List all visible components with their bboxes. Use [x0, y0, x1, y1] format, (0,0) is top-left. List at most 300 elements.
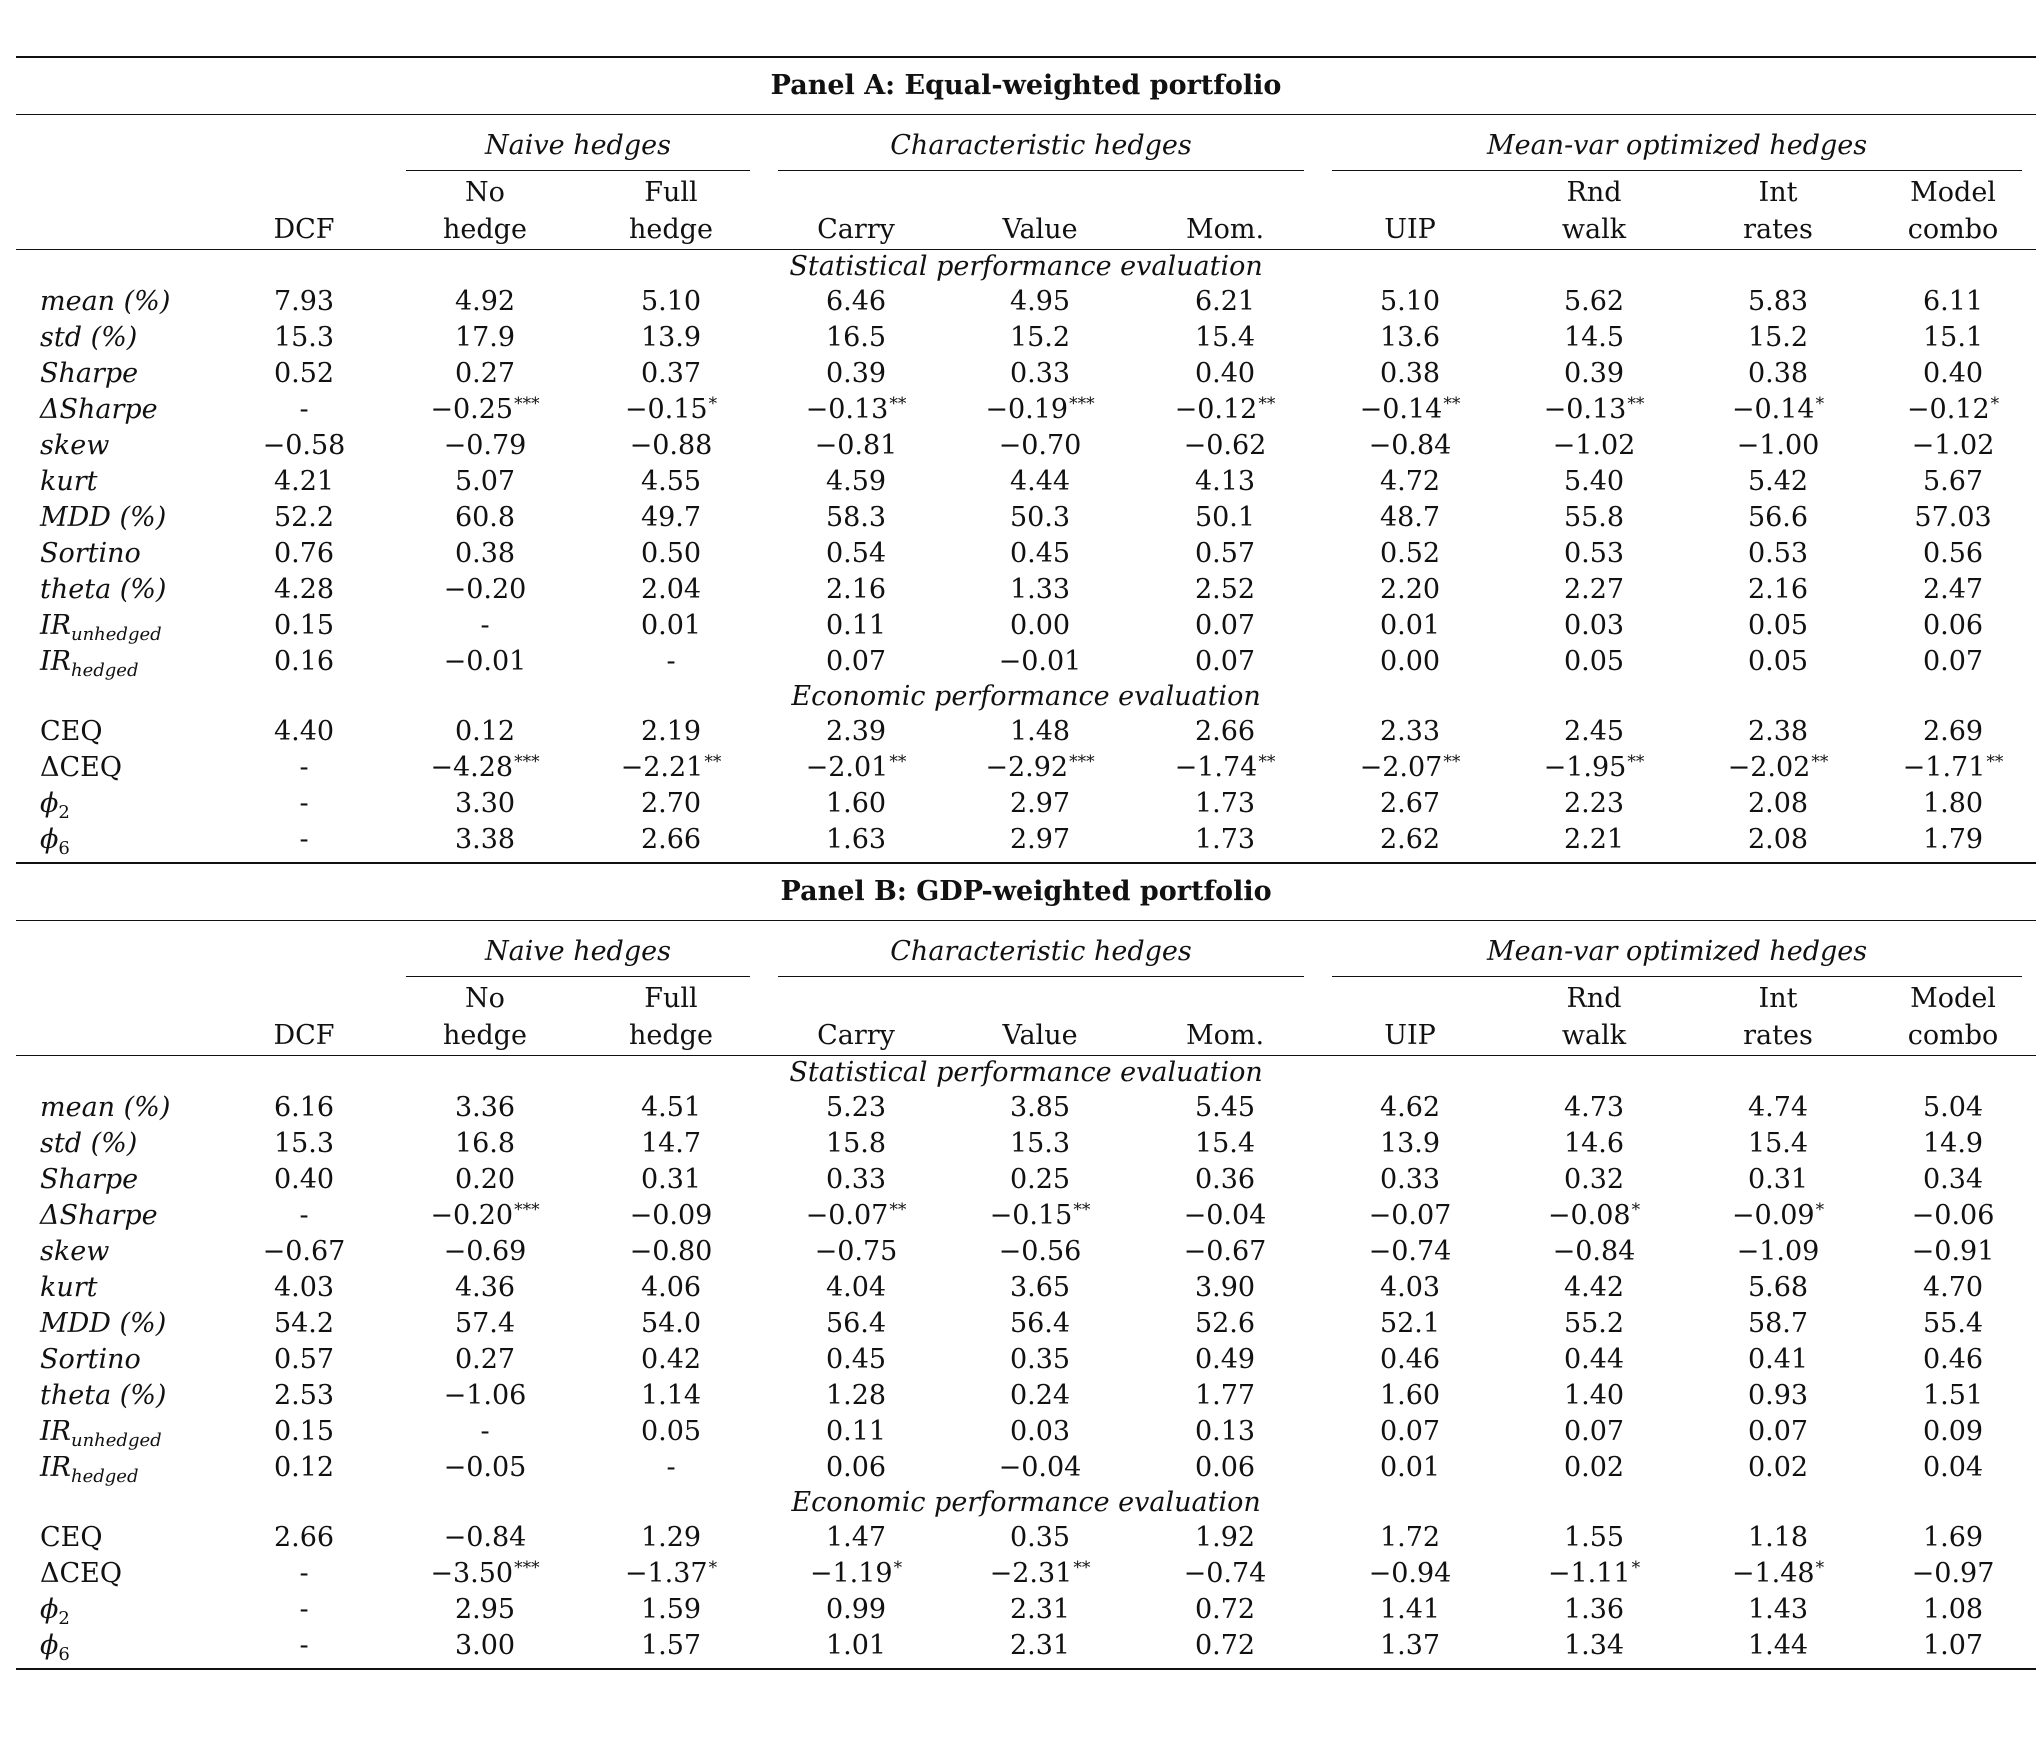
table-row — [16, 1520, 2036, 1556]
table-cell: 0.37 — [640, 358, 702, 389]
table-cell: −0.19*** — [985, 394, 1095, 425]
row-label: theta (%) — [40, 574, 167, 605]
table-cell: −0.67 — [262, 1236, 346, 1267]
group-spacer — [16, 921, 216, 978]
significance-marker: ** — [1073, 1200, 1091, 1220]
table-cell: 0.45 — [825, 1344, 887, 1375]
table-cell: 0.27 — [454, 358, 516, 389]
panel-title-row — [16, 863, 2036, 921]
table-cell: 56.4 — [825, 1308, 887, 1339]
table-cell: - — [480, 1416, 490, 1447]
table-cell: 2.47 — [1922, 574, 1984, 605]
table-cell: 0.07 — [1747, 1416, 1809, 1447]
table-cell: 0.00 — [1009, 610, 1071, 641]
header-spacer — [16, 1017, 216, 1056]
table-cell: 2.52 — [1194, 574, 1256, 605]
table-cell: 4.21 — [273, 466, 335, 497]
table-cell: - — [299, 394, 309, 425]
table-row — [16, 1378, 2036, 1414]
table-cell: 0.46 — [1379, 1344, 1441, 1375]
table-cell: 0.57 — [1194, 538, 1256, 569]
significance-marker: *** — [1069, 394, 1095, 414]
table-cell: −1.48* — [1731, 1558, 1825, 1589]
table-cell: 52.6 — [1194, 1308, 1256, 1339]
significance-marker: ** — [889, 752, 907, 772]
row-label: Sharpe — [40, 1164, 139, 1195]
significance-marker: ** — [1627, 752, 1645, 772]
table-cell: 4.04 — [825, 1272, 887, 1303]
row-label: MDD (%) — [40, 502, 167, 533]
table-cell: 1.44 — [1686, 1628, 1870, 1669]
group-naive — [392, 921, 764, 978]
table-cell: 4.13 — [1194, 466, 1256, 497]
table-cell: −3.50*** — [430, 1558, 540, 1589]
table-cell: 48.7 — [1379, 502, 1441, 533]
table-cell: 54.0 — [640, 1308, 702, 1339]
table-cell: 14.7 — [640, 1128, 702, 1159]
significance-marker: ** — [1986, 752, 2004, 772]
table-cell: −0.15* — [624, 394, 718, 425]
table-cell: 50.3 — [1009, 502, 1071, 533]
table-cell: −0.14* — [1731, 394, 1825, 425]
significance-marker: * — [1815, 394, 1825, 414]
table-cell: 4.59 — [825, 466, 887, 497]
table-cell: 2.04 — [640, 574, 702, 605]
group-header-row — [16, 115, 2036, 172]
table-cell: −0.08* — [1547, 1200, 1641, 1231]
row-label: kurt — [40, 1272, 98, 1303]
column-header-top: Full — [644, 177, 698, 208]
table-cell: 4.72 — [1379, 466, 1441, 497]
panel-title: Panel B: GDP-weighted portfolio — [16, 863, 2036, 921]
table-row — [16, 572, 2036, 608]
table-cell: 55.8 — [1563, 502, 1625, 533]
table-cell: 1.34 — [1502, 1628, 1686, 1669]
section-label: Statistical performance evaluation — [789, 1057, 1263, 1088]
column-header-top: Model — [1910, 983, 1996, 1014]
table-cell: 0.33 — [1009, 358, 1071, 389]
table-cell: 1.43 — [1747, 1594, 1809, 1625]
table-cell: 13.9 — [1379, 1128, 1441, 1159]
table-row — [16, 1234, 2036, 1270]
table-cell: 0.35 — [1009, 1344, 1071, 1375]
table-cell: 0.04 — [1922, 1452, 1984, 1483]
column-header-top: Rnd — [1566, 177, 1622, 208]
table-cell: −1.19* — [809, 1558, 903, 1589]
table-row — [16, 1270, 2036, 1306]
column-header-top — [948, 171, 1132, 211]
column-header: combo — [1870, 1017, 2036, 1056]
significance-marker: * — [1815, 1200, 1825, 1220]
group-label-meanvar: Mean-var optimized hedges — [1332, 122, 2022, 171]
column-header-top — [1132, 171, 1318, 211]
table-cell: 15.3 — [1009, 1128, 1071, 1159]
table-cell: 1.47 — [825, 1522, 887, 1553]
row-label: ΔSharpe — [40, 394, 158, 425]
table-cell: −2.02** — [1727, 752, 1829, 783]
table-cell: 15.1 — [1922, 322, 1984, 353]
table-cell: −1.00 — [1736, 430, 1820, 461]
table-cell: 0.01 — [1379, 610, 1441, 641]
table-cell: 0.15 — [273, 1416, 335, 1447]
table-row — [16, 500, 2036, 536]
table-cell: 1.73 — [1132, 822, 1318, 863]
column-header-top — [216, 977, 392, 1017]
row-label: $\phi_2$ — [40, 788, 70, 823]
table-row — [16, 1628, 2036, 1669]
table-cell: 0.03 — [1009, 1416, 1071, 1447]
table-cell: - — [480, 610, 490, 641]
table-cell: −0.70 — [998, 430, 1082, 461]
table-cell: 2.33 — [1379, 716, 1441, 747]
table-cell: 0.05 — [1563, 646, 1625, 677]
table-cell: 2.27 — [1563, 574, 1625, 605]
table-cell: 1.28 — [825, 1380, 887, 1411]
table-cell: 4.03 — [1379, 1272, 1441, 1303]
results-table — [16, 56, 2036, 1670]
table-cell: 1.33 — [1009, 574, 1071, 605]
table-cell: 0.40 — [1922, 358, 1984, 389]
table-cell: −0.09* — [1731, 1200, 1825, 1231]
table-cell: 17.9 — [454, 322, 516, 353]
table-row — [16, 822, 2036, 863]
table-cell: 15.4 — [1194, 322, 1256, 353]
table-cell: 1.79 — [1870, 822, 2036, 863]
table-cell: 2.62 — [1318, 822, 1502, 863]
table-cell: 2.95 — [454, 1594, 516, 1625]
row-label: $IR_{unhedged}$ — [40, 610, 162, 645]
table-cell: −0.84 — [1552, 1236, 1636, 1267]
table-cell: −2.92*** — [985, 752, 1095, 783]
table-cell: 16.5 — [825, 322, 887, 353]
table-cell: 5.23 — [825, 1092, 887, 1123]
table-cell: −0.97 — [1911, 1558, 1995, 1589]
table-cell: - — [299, 788, 309, 819]
table-cell: 1.57 — [578, 1628, 764, 1669]
table-cell: 0.27 — [454, 1344, 516, 1375]
table-cell: 0.52 — [273, 358, 335, 389]
table-cell: 0.56 — [1922, 538, 1984, 569]
significance-marker: ** — [1258, 394, 1276, 414]
table-cell: 7.93 — [273, 286, 335, 317]
row-label: $\phi_6$ — [16, 1628, 216, 1669]
table-cell: 0.34 — [1922, 1164, 1984, 1195]
table-cell: 4.36 — [454, 1272, 516, 1303]
table-cell: 1.07 — [1870, 1628, 2036, 1669]
section-row — [16, 1486, 2036, 1520]
table-cell: 3.36 — [454, 1092, 516, 1123]
table-cell: −0.88 — [629, 430, 713, 461]
table-cell: −0.04 — [1183, 1200, 1267, 1231]
table-cell: 0.11 — [825, 610, 887, 641]
table-cell: 2.53 — [273, 1380, 335, 1411]
group-meanvar — [1318, 921, 2036, 978]
table-cell: −0.91 — [1911, 1236, 1995, 1267]
column-header: hedge — [392, 211, 578, 250]
column-header-top: No — [465, 983, 505, 1014]
table-cell: 1.29 — [640, 1522, 702, 1553]
table-cell: - — [299, 752, 309, 783]
significance-marker: ** — [1258, 752, 1276, 772]
table-cell: 2.97 — [1009, 788, 1071, 819]
column-header: walk — [1502, 211, 1686, 250]
significance-marker: ** — [889, 1200, 907, 1220]
table-cell: 2.16 — [825, 574, 887, 605]
row-label: $IR_{hedged}$ — [40, 1452, 139, 1487]
section-label: Economic performance evaluation — [791, 1487, 1261, 1518]
table-cell: −2.01** — [805, 752, 907, 783]
section-row — [16, 1056, 2036, 1091]
row-label: Sortino — [40, 538, 141, 569]
table-cell: 15.4 — [1194, 1128, 1256, 1159]
significance-marker: *** — [514, 1200, 540, 1220]
table-cell: 50.1 — [1194, 502, 1256, 533]
row-label: CEQ — [40, 716, 103, 747]
table-cell: 0.50 — [640, 538, 702, 569]
table-cell: −0.56 — [998, 1236, 1082, 1267]
group-naive — [392, 115, 764, 172]
table-row — [16, 608, 2036, 644]
table-cell: 0.05 — [1747, 646, 1809, 677]
table-cell: 16.8 — [454, 1128, 516, 1159]
table-cell: 0.07 — [1922, 646, 1984, 677]
row-label-subscript: 2 — [58, 1608, 70, 1629]
column-header: Value — [948, 1017, 1132, 1056]
table-cell: −1.06 — [443, 1380, 527, 1411]
table-cell: 2.19 — [640, 716, 702, 747]
group-meanvar — [1318, 115, 2036, 172]
table-cell: 0.36 — [1194, 1164, 1256, 1195]
table-cell: 3.65 — [1009, 1272, 1071, 1303]
table-cell: 0.06 — [825, 1452, 887, 1483]
table-cell: 1.77 — [1194, 1380, 1256, 1411]
table-cell: 4.42 — [1563, 1272, 1625, 1303]
row-label: $\phi_2$ — [40, 1594, 70, 1629]
table-cell: 0.40 — [273, 1164, 335, 1195]
column-header: hedge — [578, 211, 764, 250]
table-row — [16, 1198, 2036, 1234]
column-header-top — [764, 977, 948, 1017]
table-cell: −0.06 — [1911, 1200, 1995, 1231]
table-cell: 0.02 — [1563, 1452, 1625, 1483]
table-cell: 0.35 — [1009, 1522, 1071, 1553]
table-cell: 1.48 — [1009, 716, 1071, 747]
column-header: Mom. — [1132, 1017, 1318, 1056]
table-cell: 49.7 — [640, 502, 702, 533]
table-cell: 5.04 — [1922, 1092, 1984, 1123]
table-cell: 56.6 — [1747, 502, 1809, 533]
table-cell: 0.15 — [273, 610, 335, 641]
table-cell: 5.10 — [640, 286, 702, 317]
table-cell: −0.58 — [262, 430, 346, 461]
table-cell: −0.80 — [629, 1236, 713, 1267]
table-cell: 4.95 — [1009, 286, 1071, 317]
table-cell: −0.94 — [1368, 1558, 1452, 1589]
table-cell: −0.84 — [1368, 430, 1452, 461]
row-label-subscript: 2 — [58, 802, 70, 823]
table-cell: −0.01 — [443, 646, 527, 677]
column-header-top: Rnd — [1566, 983, 1622, 1014]
table-cell: 0.76 — [273, 538, 335, 569]
section-label: Statistical performance evaluation — [789, 251, 1263, 282]
table-cell: −0.07** — [805, 1200, 907, 1231]
column-header: Carry — [764, 1017, 948, 1056]
table-cell: 52.1 — [1379, 1308, 1441, 1339]
table-cell: 6.46 — [825, 286, 887, 317]
column-header-top: No — [465, 177, 505, 208]
table-cell: 57.03 — [1914, 502, 1992, 533]
group-spacer — [216, 115, 392, 172]
table-cell: 2.31 — [948, 1628, 1132, 1669]
row-label: CEQ — [40, 1522, 103, 1553]
column-header: rates — [1686, 211, 1870, 250]
table-cell: −0.07 — [1368, 1200, 1452, 1231]
table-cell: 2.66 — [273, 1522, 335, 1553]
table-cell: 3.90 — [1194, 1272, 1256, 1303]
table-cell: −4.28*** — [430, 752, 540, 783]
table-cell: 0.57 — [273, 1344, 335, 1375]
significance-marker: ** — [1443, 752, 1461, 772]
row-label: ΔCEQ — [40, 1558, 123, 1589]
table-cell: −1.95** — [1543, 752, 1645, 783]
table-row — [16, 320, 2036, 356]
significance-marker: *** — [1069, 752, 1095, 772]
table-cell: 6.16 — [273, 1092, 335, 1123]
column-header: rates — [1686, 1017, 1870, 1056]
row-label: mean (%) — [40, 286, 171, 317]
table-cell: −1.09 — [1736, 1236, 1820, 1267]
table-cell: 0.41 — [1747, 1344, 1809, 1375]
row-label-subscript: 6 — [58, 838, 70, 859]
table-cell: 58.3 — [825, 502, 887, 533]
section-row — [16, 250, 2036, 285]
table-cell: 0.53 — [1747, 538, 1809, 569]
table-cell: 2.31 — [1009, 1594, 1071, 1625]
table-cell: 4.92 — [454, 286, 516, 317]
table-cell: −0.79 — [443, 430, 527, 461]
table-cell: 0.03 — [1563, 610, 1625, 641]
table-cell: 0.02 — [1747, 1452, 1809, 1483]
table-cell: 5.68 — [1747, 1272, 1809, 1303]
row-label: $\phi_6$ — [16, 822, 216, 863]
table-cell: 0.72 — [1132, 1628, 1318, 1669]
table-row — [16, 644, 2036, 680]
significance-marker: ** — [1627, 394, 1645, 414]
group-label-meanvar: Mean-var optimized hedges — [1332, 928, 2022, 977]
table-cell: 1.08 — [1922, 1594, 1984, 1625]
header-spacer — [16, 171, 216, 211]
row-label: $IR_{hedged}$ — [40, 646, 139, 681]
table-cell: 2.16 — [1747, 574, 1809, 605]
significance-marker: * — [708, 1558, 718, 1578]
column-header: Value — [948, 211, 1132, 250]
table-cell: - — [299, 1594, 309, 1625]
table-cell: 0.44 — [1563, 1344, 1625, 1375]
table-cell: - — [216, 822, 392, 863]
table-cell: 0.07 — [825, 646, 887, 677]
significance-marker: * — [893, 1558, 903, 1578]
row-label-subscript: 6 — [58, 1644, 70, 1665]
table-cell: 3.85 — [1009, 1092, 1071, 1123]
table-cell: 0.13 — [1194, 1416, 1256, 1447]
table-cell: 4.74 — [1747, 1092, 1809, 1123]
table-cell: 0.52 — [1379, 538, 1441, 569]
row-label: $IR_{unhedged}$ — [40, 1416, 162, 1451]
table-cell: 2.69 — [1922, 716, 1984, 747]
column-header: DCF — [216, 1017, 392, 1056]
section-row — [16, 680, 2036, 714]
table-cell: 5.10 — [1379, 286, 1441, 317]
table-cell: 2.45 — [1563, 716, 1625, 747]
column-header-top — [948, 977, 1132, 1017]
column-header-top — [1318, 171, 1502, 211]
table-cell: 0.99 — [825, 1594, 887, 1625]
table-cell: 55.4 — [1922, 1308, 1984, 1339]
row-label-subscript: hedged — [71, 1466, 139, 1487]
table-cell: 0.07 — [1194, 646, 1256, 677]
column-header-row-top — [16, 171, 2036, 211]
row-label: MDD (%) — [40, 1308, 167, 1339]
table-cell: 0.72 — [1194, 1594, 1256, 1625]
table-cell: 56.4 — [1009, 1308, 1071, 1339]
row-label-subscript: unhedged — [71, 1430, 162, 1451]
table-cell: 4.70 — [1922, 1272, 1984, 1303]
table-cell: 0.40 — [1194, 358, 1256, 389]
table-cell: 1.69 — [1922, 1522, 1984, 1553]
significance-marker: ** — [1811, 752, 1829, 772]
significance-marker: * — [708, 394, 718, 414]
table-cell: 0.05 — [1747, 610, 1809, 641]
table-cell: 0.01 — [640, 610, 702, 641]
row-label: Sortino — [40, 1344, 141, 1375]
table-cell: 0.49 — [1194, 1344, 1256, 1375]
table-cell: 0.45 — [1009, 538, 1071, 569]
column-header: DCF — [216, 211, 392, 250]
table-cell: 1.60 — [1379, 1380, 1441, 1411]
table-cell: 2.08 — [1747, 788, 1809, 819]
table-row — [16, 1556, 2036, 1592]
table-cell: 0.16 — [273, 646, 335, 677]
group-header-row — [16, 921, 2036, 978]
group-label-characteristic: Characteristic hedges — [778, 122, 1304, 171]
table-cell: 2.66 — [1194, 716, 1256, 747]
table-cell: 1.59 — [640, 1594, 702, 1625]
table-cell: 2.21 — [1502, 822, 1686, 863]
column-header: hedge — [578, 1017, 764, 1056]
table-cell: 1.92 — [1194, 1522, 1256, 1553]
table-cell: −0.74 — [1368, 1236, 1452, 1267]
column-header-top — [764, 171, 948, 211]
column-header: walk — [1502, 1017, 1686, 1056]
table-cell: 4.06 — [640, 1272, 702, 1303]
significance-marker: ** — [1073, 1558, 1091, 1578]
table-cell: 2.67 — [1379, 788, 1441, 819]
table-cell: 0.25 — [1009, 1164, 1071, 1195]
table-cell: 0.38 — [1747, 358, 1809, 389]
table-cell: 1.36 — [1563, 1594, 1625, 1625]
table-cell: 0.38 — [1379, 358, 1441, 389]
table-row — [16, 1162, 2036, 1198]
table-cell: 0.11 — [825, 1416, 887, 1447]
significance-marker: ** — [1443, 394, 1461, 414]
table-cell: 0.54 — [825, 538, 887, 569]
table-cell: −0.05 — [443, 1452, 527, 1483]
table-row — [16, 284, 2036, 320]
table-row — [16, 536, 2036, 572]
table-cell: 4.44 — [1009, 466, 1071, 497]
column-header-top — [216, 171, 392, 211]
significance-marker: *** — [514, 752, 540, 772]
